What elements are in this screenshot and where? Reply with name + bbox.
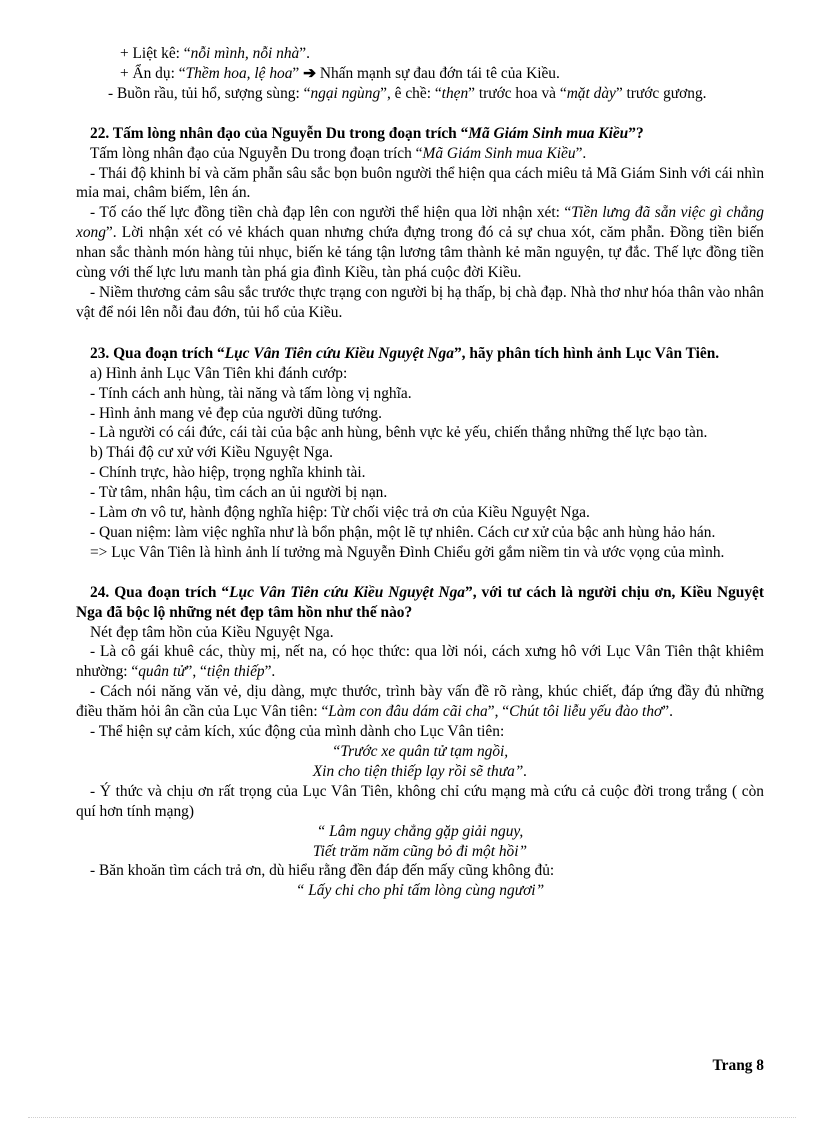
paragraph: Tấm lòng nhân đạo của Nguyễn Du trong đoạn trích “Mã Giám Sinh mua Kiều”. (90, 144, 587, 162)
section-heading-24: 24. Qua đoạn trích “Lục Vân Tiên cứu Kiều Nguyệt Nga”, với tư cách là người chịu ơn, Kiều Nguyệt Nga đã bộc lộ những nét đẹp tâm hồn như thế nào? (76, 583, 764, 621)
conclusion: => Lục Vân Tiên là hình ảnh lí tưởng mà Nguyễn Đình Chiểu gởi gắm niềm tin và ước vọng của mình. (90, 543, 725, 561)
subheading: a) Hình ảnh Lục Vân Tiên khi đánh cướp: (90, 364, 348, 382)
right-arrow-icon: ➔ (303, 64, 316, 82)
verse-line: “Trước xe quân tử tạm ngồi, (331, 743, 509, 760)
list-item: - Làm ơn vô tư, hành động nghĩa hiệp: Từ chối việc trả ơn của Kiều Nguyệt Nga. (90, 504, 590, 522)
paragraph: - Là cô gái khuê các, thùy mị, nết na, có học thức: qua lời nói, cách xưng hô với Lục Vân Tiên thật khiêm nhường: “quân tử”, “tiện thiếp”. (76, 643, 764, 681)
verse-line: Xin cho tiện thiếp lạy rồi sẽ thưa”. (312, 762, 528, 780)
section-heading-22: 22. Tấm lòng nhân đạo của Nguyễn Du trong đoạn trích “Mã Giám Sinh mua Kiều”? (90, 124, 644, 142)
paragraph: - Cách nói năng văn vẻ, dịu dàng, mực thước, trình bày vấn đề rõ ràng, khúc chiết, đáp ứng đầy đủ những điều thăm hỏi ân cần của Lục Vân tiên: “Làm con đâu dám cãi cha”, “Chút tôi liễu yếu đào thơ”. (76, 683, 764, 721)
verse-line: “ Lấy chi cho phỉ tấm lòng cùng ngươi” (295, 882, 545, 900)
list-item: - Hình ảnh mang vẻ đẹp của người dũng tướng. (90, 404, 382, 422)
paragraph: - Ý thức và chịu ơn rất trọng của Lục Vân Tiên, không chỉ cứu mạng mà cứu cả cuộc đời trong trắng ( còn quí hơn tính mạng) (76, 782, 764, 820)
page-number: Trang 8 (712, 1057, 764, 1074)
paragraph: + Ẩn dụ: “Thềm hoa, lệ hoa” ➔ Nhấn mạnh sự đau đớn tái tê của Kiều. (120, 64, 560, 82)
paragraph: - Thể hiện sự cảm kích, xúc động của mình dành cho Lục Vân tiên: (90, 723, 505, 741)
page-content (76, 44, 764, 901)
paragraph: + Liệt kê: “nỗi mình, nỗi nhà”. (120, 45, 310, 62)
paragraph: - Thái độ khinh bỉ và căm phẫn sâu sắc bọn buôn người thể hiện qua cách miêu tả Mã Giám Sinh với cái nhìn mỉa mai, châm biếm, lên án. (76, 164, 765, 202)
list-item: - Từ tâm, nhân hậu, tìm cách an ủi người bị nạn. (90, 484, 388, 502)
list-item: - Là người có cái đức, cái tài của bậc anh hùng, bênh vực kẻ yếu, chiến thắng những thế lực bạo tàn. (90, 424, 708, 442)
page-divider (28, 1117, 796, 1118)
subheading: b) Thái độ cư xử với Kiều Nguyệt Nga. (90, 444, 333, 462)
paragraph: - Buồn rầu, tủi hổ, sượng sùng: “ngại ngùng”, ê chề: “thẹn” trước hoa và “mặt dày” trước gương. (108, 84, 707, 102)
paragraph: - Băn khoăn tìm cách trả ơn, dù hiểu rằng đền đáp đến mấy cũng không đủ: (90, 862, 555, 880)
list-item: - Tính cách anh hùng, tài năng và tấm lòng vị nghĩa. (90, 384, 412, 402)
paragraph: Nét đẹp tâm hồn của Kiều Nguyệt Nga. (90, 623, 334, 641)
paragraph: - Tố cáo thế lực đồng tiền chà đạp lên con người thể hiện qua lời nhận xét: “Tiền lưng đã sẵn việc gì chẳng xong”. Lời nhận xét có vẻ khách quan nhưng chứa đựng trong đó cả sự chua xót, căm phẫn. Đồng tiền biến nhan sắc thành món hàng tủi nhục, biến kẻ táng tận lương tâm thành kẻ mãn nguyện, tự đắc. Thế lực đồng tiền cùng với thế lực lưu manh tàn phá gia đình Kiều, tàn phá cuộc đời Kiều. (76, 204, 764, 282)
list-item: - Quan niệm: làm việc nghĩa như là bổn phận, một lẽ tự nhiên. Cách cư xử của bậc anh hùng hảo hán. (90, 523, 716, 541)
verse-line: “ Lâm nguy chẳng gặp giải nguy, (316, 822, 524, 840)
paragraph: - Niềm thương cảm sâu sắc trước thực trạng con người bị hạ thấp, bị chà đạp. Nhà thơ như hóa thân vào nhân vật để nói lên nỗi đau đớn, tủi hổ của Kiều. (76, 283, 764, 321)
verse-line: Tiết trăm năm cũng bỏ đi một hồi” (312, 842, 528, 860)
section-heading-23: 23. Qua đoạn trích “Lục Vân Tiên cứu Kiều Nguyệt Nga”, hãy phân tích hình ảnh Lục Vân Tiên. (90, 344, 720, 362)
list-item: - Chính trực, hào hiệp, trọng nghĩa khinh tài. (90, 464, 366, 482)
